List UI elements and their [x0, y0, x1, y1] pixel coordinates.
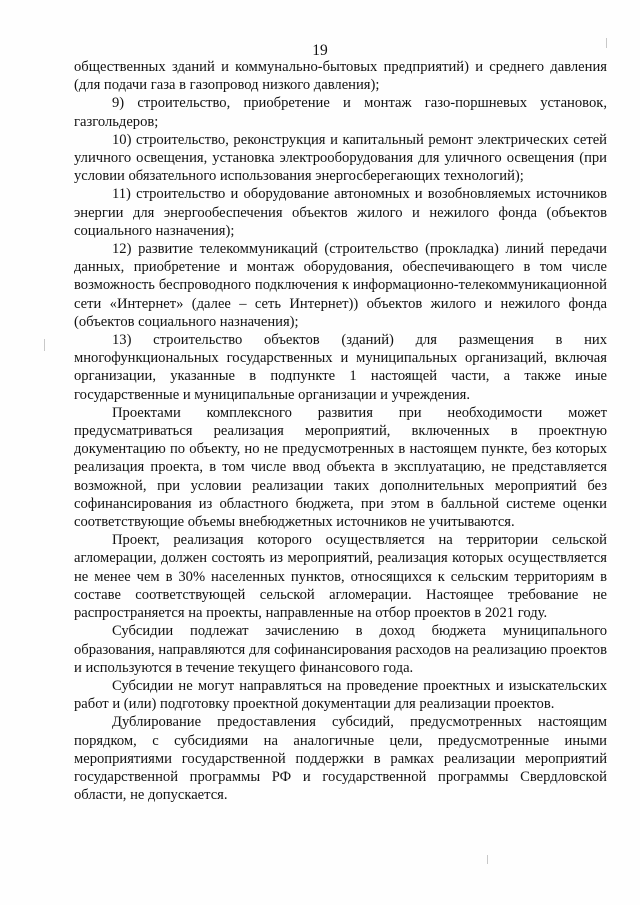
paragraph-item-13: 13) строительство объектов (зданий) для размещения в них многофункциональных государственных и муниципальных организаций, включая организации, указанные в подпункте 1 настоящей части, а также иные государственные и муниципальные организации и учреждения. [74, 332, 607, 403]
scan-mark-left [44, 339, 45, 351]
paragraph-gas-pressure-continuation: общественных зданий и коммунально-бытовых предприятий) и среднего давления (для подачи газа в газопровод низкого давления); [74, 59, 607, 94]
paragraph-item-12: 12) развитие телекоммуникаций (строительство (прокладка) линий передачи данных, приобретение и монтаж оборудования, обеспечивающего в том числе возможность беспроводного подключения к информационно-телекоммуникационной сети «Интернет» (далее – сеть Интернет)) объектов жилого и нежилого фонда (объектов социального назначения); [74, 241, 607, 330]
paragraph-complex-development: Проектами комплексного развития при необходимости может предусматриваться реализация мероприятий, включенных в проектную документацию по объекту, но не предусмотренных в настоящем пункте, без которых реализация проекта, в том числе ввод объекта в эксплуатацию, не представляется возможной, при условии реализации таких дополнительных мероприятий без софинансирования из областного бюджета, при этом в балльной системе оценки соответствующие объемы внебюджетных источников не учитываются. [74, 404, 607, 531]
paragraph-rural-agglomeration: Проект, реализация которого осуществляется на территории сельской агломерации, должен состоять из мероприятий, реализация которых осуществляется не менее чем в 30% населенных пунктов, относящихся к сельским территориям в составе соответствующей сельской агломерации. Настоящее требование не распространяется на проекты, направленные на отбор проектов в 2021 году. [74, 532, 607, 622]
paragraph-subsidy-crediting: Субсидии подлежат зачислению в доход бюджета муниципального образования, направляются для софинансирования расходов на реализацию проектов и используются в течение текущего финансового года. [74, 623, 607, 676]
paragraph-item-10: 10) строительство, реконструкция и капитальный ремонт электрических сетей уличного освещения, установка электрооборудования для уличного освещения (при условии обязательного использования энергосберегающих технологий); [74, 131, 607, 185]
scan-mark-bottom-right [487, 855, 488, 864]
scan-mark-top-right [606, 38, 607, 48]
paragraph-duplication: Дублирование предоставления субсидий, предусмотренных настоящим порядком, с субсидиями на аналогичные цели, предусмотренные иными мероприятиями государственной поддержки в рамках реализации мероприятий государственной программы РФ и государственной программы Свердловской области, не допускается. [74, 714, 607, 804]
paragraph-item-9: 9) строительство, приобретение и монтаж газо-поршневых установок, газгольдеров; [74, 95, 607, 130]
document-body [74, 58, 607, 804]
page-number: 19 [312, 42, 328, 59]
paragraph-subsidy-restrictions: Субсидии не могут направляться на проведение проектных и изыскательских работ и (или) подготовку проектной документации для реализации проектов. [74, 677, 607, 713]
paragraph-item-11: 11) строительство и оборудование автономных и возобновляемых источников энергии для энергообеспечения объектов жилого и нежилого фонда (объектов социального назначения); [74, 186, 607, 239]
